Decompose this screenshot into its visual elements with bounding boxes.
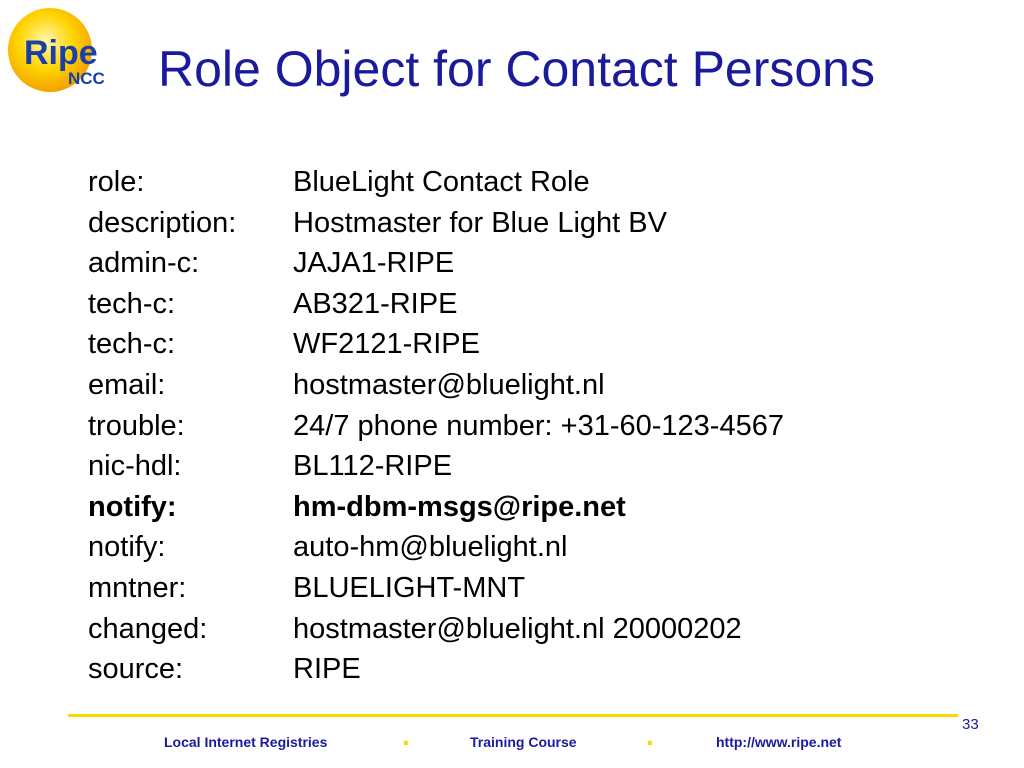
page-title: Role Object for Contact Persons <box>158 41 875 97</box>
attribute-value: BL112-RIPE <box>293 450 453 483</box>
footer-separator: . <box>646 720 654 751</box>
attribute-value: auto-hm@bluelight.nl <box>293 531 568 564</box>
attribute-name: mntner: <box>88 571 187 604</box>
page-number: 33 <box>962 716 979 733</box>
attribute-name: admin-c: <box>88 247 200 280</box>
attribute-name: changed: <box>88 612 208 645</box>
footer-divider <box>68 714 958 717</box>
attribute-value: BLUELIGHT-MNT <box>293 571 526 604</box>
attribute-value: hostmaster@bluelight.nl <box>293 368 605 401</box>
attribute-name: trouble: <box>88 409 185 442</box>
svg-text:NCC: NCC <box>68 69 105 88</box>
attribute-name: tech-c: <box>88 328 176 361</box>
attribute-value: WF2121-RIPE <box>293 328 480 361</box>
attribute-name: notify: <box>88 490 177 523</box>
attribute-value: AB321-RIPE <box>293 287 458 320</box>
ripe-ncc-logo <box>2 4 142 96</box>
attribute-value: Hostmaster for Blue Light BV <box>293 206 667 239</box>
footer-separator: . <box>402 720 410 751</box>
attribute-name: source: <box>88 653 184 686</box>
svg-text:Ripe: Ripe <box>24 34 98 72</box>
footer-left-text: Local Internet Registries <box>164 734 328 750</box>
attribute-name: description: <box>88 206 237 239</box>
attribute-value: BlueLight Contact Role <box>293 166 590 198</box>
attribute-name: nic-hdl: <box>88 450 182 483</box>
footer-url-link[interactable]: http://www.ripe.net <box>716 734 842 750</box>
attribute-value: RIPE <box>293 653 361 686</box>
footer-center-text: Training Course <box>470 734 577 750</box>
attribute-name: notify: <box>88 531 166 564</box>
attribute-name: role: <box>88 166 145 198</box>
attribute-value: JAJA1-RIPE <box>293 247 455 280</box>
attribute-name: tech-c: <box>88 287 176 320</box>
attribute-name: email: <box>88 368 166 401</box>
attribute-value: hm-dbm-msgs@ripe.net <box>293 490 626 523</box>
attribute-value: 24/7 phone number: +31-60-123-4567 <box>293 409 784 442</box>
attribute-value: hostmaster@bluelight.nl 20000202 <box>293 612 742 645</box>
